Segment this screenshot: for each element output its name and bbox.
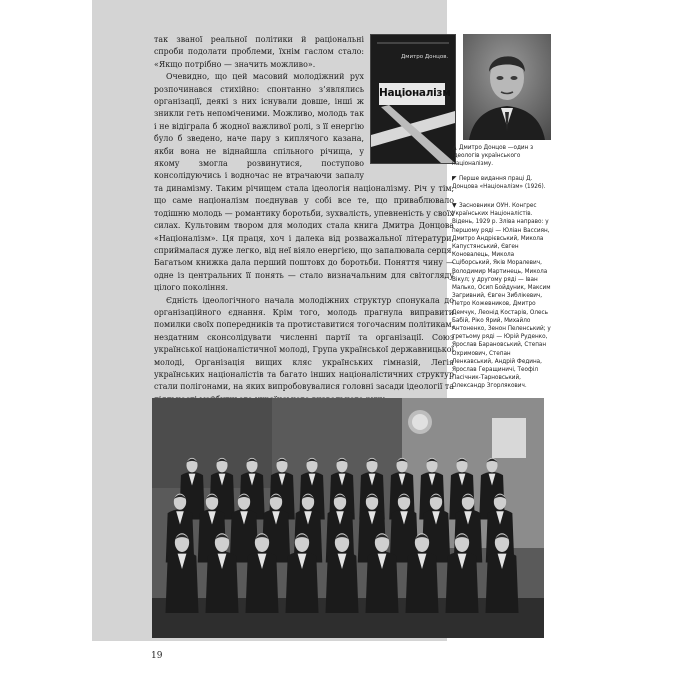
group-photo-scene — [152, 398, 544, 638]
paragraph-1: так званої реальної політики й раціональні спроби подолати проблеми, їхнім гаслом стало: «Якщо потрібно — значить можливо». — [154, 35, 364, 69]
group-caption-text: Засновники ОУН. Конгрес Українських Націоналістів. Відень, 1929 р. Зліва направо: у першому ряді — Юліан Вассиян, Дмитро Андрієвський, Микола Капустянський, Євген Коновалець, Микола Сціборський, Яків Моралевич, Володимир Мартинець, Микола Вікул; у другому ряді — Іван Малько, Осип Бойдуник, Максим Загривний, Євген Зиблікевич, Петро Кожевников, Дмитро Демчук, Леонід Костарів, Олесь Бабій, Ріко Ярий, Михайло Антоненко, Зенон Пеленський; у третьому ряді — Юрій Руденко, Ярослав Барановський, Степан Охримович, Степан Ленкавський, Андрій Федина, Ярослав Геращиничі, Теофіл Пасічник-Тарновський, Олександр Згорлякович. — [452, 203, 551, 390]
group-photo — [152, 398, 544, 638]
book-author-text: Дмитро Донцов. — [401, 54, 449, 60]
portrait-caption-text: Дмитро Донцов —один з ідеологів українського націоналізму. — [452, 145, 534, 168]
page-number: 19 — [151, 651, 163, 661]
book-cover-image — [370, 34, 454, 170]
book-title-text: Націоналізм — [379, 87, 451, 99]
portrait-caption — [452, 144, 552, 169]
group-caption — [452, 202, 552, 391]
book-caption-text: Перше видання праці Д. Донцова «Націоналізм» (1926). — [452, 176, 546, 191]
paragraph-3: Єдність ідеологічного начала молодіжних структур спонукала до організаційного єднання. Крім того, молодь прагнула виправити помилки своїх попередників та протиставитися тогочасним політикам, нездатним сконсолідувати численні партії та організації. Союз української націоналістичної молоді, Група української державницької молоді, Організація вищих кляс українських гімназій, Легія українських націоналістів та багато інших націоналістичних структур стали полігонами, на яких випробовувалися головні засади ідеології та — [154, 295, 454, 392]
corner-arrow-icon: ◤ — [452, 175, 457, 182]
paragraph-2: Очевидно, що цей масовий молодіжний рух розпочинався стихійно: спонтанно з’являлись організації, деякі з них існували довше, інші ж зникли геть непоміченими. Можливо, молодь так і не відіграла б жодної важливої ролі, з її енергію було б зведено, наче пару з киплячого казана, якби вона не віднайшла спільного річища, у якому змогла розвинутися, поступово консолідуючись і водночас не втрачаючи запалу та динамізму. Таким річищем стала ідеологія націоналізму. Річ у тім, що саме націоналізм поєднував у собі все те, що приваблювало тодішню молодь — романтику боротьби, зухвалість, упевненість у своїх силах. Культовим твором для молодих стала книга Дмитра Донцова «Націоналізм». Ця праця, хоч і далека від розважальної літератури, сприймалася дуже легко, від неї віяло енергією, що запалювала серця. Багатьом книжка дала перший поштовх до боротьби. Поняття чину — одне із центральних її понять — стало визначальним для світогляду цілого покоління. — [154, 72, 455, 293]
triangle-down-icon: ▼ — [452, 202, 457, 209]
book-caption — [452, 175, 552, 191]
portrait-photo — [463, 34, 551, 140]
triangle-up-icon: ▲ — [452, 144, 457, 151]
